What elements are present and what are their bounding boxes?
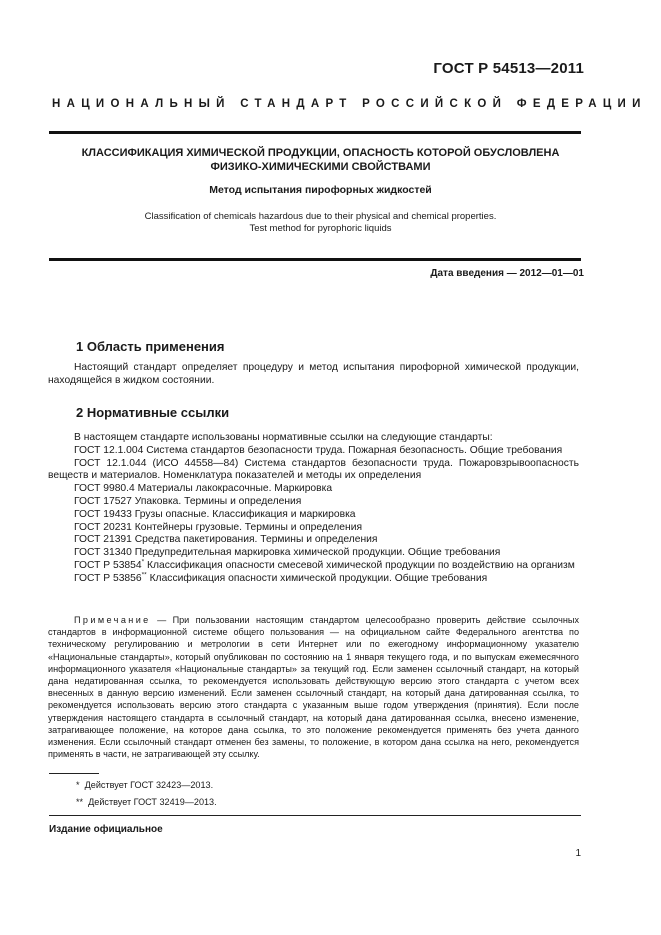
- title-line-2: ФИЗИКО-ХИМИЧЕСКИМИ СВОЙСТВАМИ: [210, 161, 431, 173]
- section-1-text: Настоящий стандарт определяет процедуру и метод испытания пирофорной химической продукции, находящейся в жидком состоянии.: [48, 362, 579, 386]
- reference-item: ГОСТ 12.1.004 Система стандартов безопасности труда. Пожарная безопасность. Общие требования: [74, 444, 563, 456]
- gost-number: ГОСТ Р 54513—2011: [433, 60, 584, 77]
- reference-item: ГОСТ 20231 Контейнеры грузовые. Термины и определения: [74, 521, 363, 533]
- document-title: [60, 146, 581, 174]
- reference-item: ГОСТ 19433 Грузы опасные. Классификация и маркировка: [74, 508, 356, 520]
- english-title: [60, 211, 581, 235]
- document-subtitle: Метод испытания пирофорных жидкостей: [209, 184, 432, 196]
- reference-item: ГОСТ 31340 Предупредительная маркировка химической продукции. Общие требования: [74, 547, 501, 559]
- english-title-line-1: Classification of chemicals hazardous due to their physical and chemical properties.: [144, 211, 497, 222]
- reference-item: ГОСТ 12.1.044 (ИСО 44558—84) Система стандартов безопасности труда. Пожаровзрывоопасность веществ и материалов. Номенклатура показателей и методы их определения: [48, 457, 579, 482]
- footnote-marker: **: [141, 571, 147, 579]
- normative-references: [48, 432, 579, 586]
- title-line-1: КЛАССИФИКАЦИЯ ХИМИЧЕСКОЙ ПРОДУКЦИИ, ОПАСНОСТЬ КОТОРОЙ ОБУСЛОВЛЕНА: [81, 147, 560, 159]
- note-paragraph: [48, 614, 579, 760]
- note-text: — При пользовании настоящим стандартом целесообразно проверить действие ссылочных стандартов в информационной системе общего пользования — на официальном сайте Федерального агентства по техническому регулированию и метрологии в сети Интернет или по ежегодному информационному указателю «Национальные стандарты», который опубликован по состоянию на 1 января текущего года, и по выпускам ежемесячного информационного указателя «Национальные стандарты» за текущий год. Если заменен ссылочный стандарт, на который дана недатированная ссылка, то рекомендуется использовать действующую версию этого стандарта с учетом всех внесенных в данную версию изменений. Если заменен ссылочный стандарт, на который дана датированная ссылка, то рекомендуется использовать версию этого стандарта с указанным выше годом утверждения (принятия). Если после утверждения настоящего стандарта в ссылочный стандарт, на который дана датированная ссылка, внесено изменение, затрагивающее положение, на которое дана ссылка, то это положение рекомендуется применять без учета данного изменения. Если ссылочный стандарт отменен без замены, то положение, в котором дана ссылка на него, рекомендуется применять в части, не затрагивающей эту ссылку.: [48, 615, 579, 760]
- reference-item: ГОСТ Р 53854* Классификация опасности смесевой химической продукции по воздействию на организм: [74, 558, 575, 571]
- section-2-heading: 2 Нормативные ссылки: [76, 405, 230, 420]
- reference-item: ГОСТ 9980.4 Материалы лакокрасочные. Маркировка: [74, 483, 333, 495]
- top-divider: [49, 131, 581, 134]
- english-title-line-2: Test method for pyrophoric liquids: [249, 223, 392, 234]
- reference-item: ГОСТ 17527 Упаковка. Термины и определения: [74, 495, 302, 507]
- footer-divider: [49, 815, 581, 816]
- note-label: Примечание: [74, 615, 151, 625]
- introduction-date: Дата введения — 2012—01—01: [430, 268, 584, 279]
- section-1-heading: 1 Область применения: [76, 339, 225, 354]
- footnote-1: * Действует ГОСТ 32423—2013.: [76, 780, 214, 790]
- references-intro: В настоящем стандарте использованы нормативные ссылки на следующие стандарты:: [74, 432, 493, 443]
- national-standard-heading: НАЦИОНАЛЬНЫЙ СТАНДАРТ РОССИЙСКОЙ ФЕДЕРАЦИИ: [52, 98, 647, 110]
- footnote-marker: *: [141, 558, 145, 566]
- title-divider: [49, 258, 581, 261]
- reference-item: ГОСТ Р 53856** Классификация опасности химической продукции. Общие требования: [74, 571, 488, 584]
- footnote-divider: [49, 773, 99, 774]
- footnote-2: ** Действует ГОСТ 32419—2013.: [76, 797, 217, 807]
- reference-item: ГОСТ 21391 Средства пакетирования. Термины и определения: [74, 534, 378, 546]
- official-edition-label: Издание официальное: [49, 824, 163, 835]
- page-number: 1: [575, 848, 581, 859]
